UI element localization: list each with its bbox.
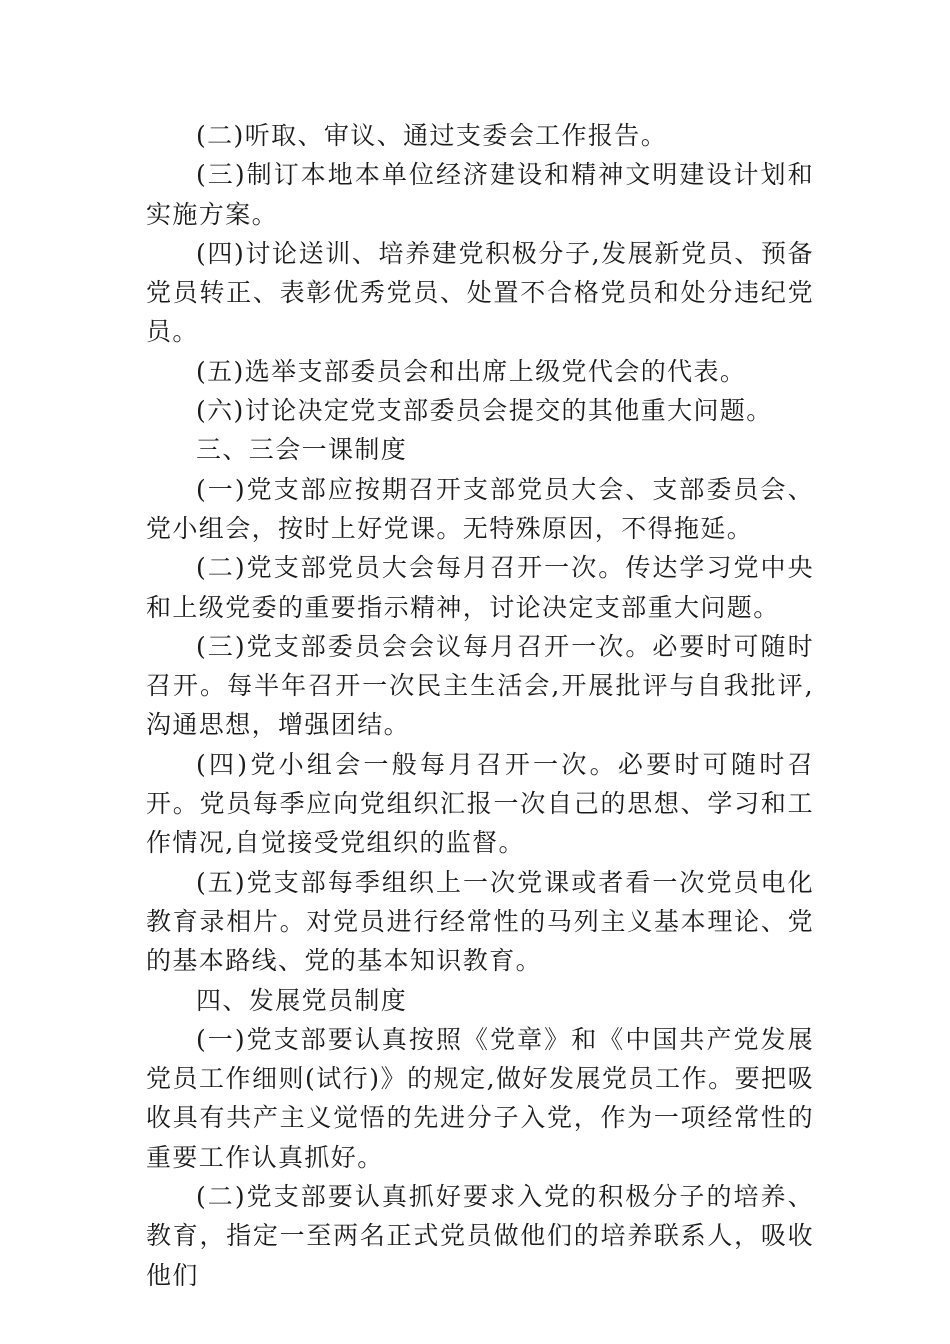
paragraph-2-2: (二)听取、审议、通过支委会工作报告。 [196,121,668,150]
paragraph-3-2: (二)党支部党员大会每月召开一次。传达学习党中央和上级党委的重要指示精神，讨论决定支部重大问题。 [146,553,814,622]
paragraph-3-4: (四)党小组会一般每月召开一次。必要时可随时召开。党员每季应向党组织汇报一次自己的思想、学习和工作情况,自觉接受党组织的监督。 [146,749,814,858]
document-body [146,116,814,1295]
section-heading-4: 四、发展党员制度 [196,985,408,1015]
paragraph-3-1: (一)党支部应按期召开支部党员大会、支部委员会、党小组会，按时上好党课。无特殊原因，不得拖延。 [146,474,814,543]
paragraph-2-3: (三)制订本地本单位经济建设和精神文明建设计划和实施方案。 [146,160,814,229]
paragraph-2-6: (六)讨论决定党支部委员会提交的其他重大问题。 [196,396,773,426]
section-heading-3: 三、三会一课制度 [196,435,408,465]
paragraph-2-5: (五)选举支部委员会和出席上级党代会的代表。 [196,356,747,386]
paragraph-4-1: (一)党支部要认真按照《党章》和《中国共产党发展党员工作细则(试行)》的规定,做好发展党员工作。要把吸收具有共产主义觉悟的先进分子入党，作为一项经常性的重要工作认真抓好。 [146,1024,814,1172]
paragraph-3-3: (三)党支部委员会会议每月召开一次。必要时可随时召开。每半年召开一次民主生活会,开展批评与自我批评,沟通思想，增强团结。 [146,631,814,740]
paragraph-3-5: (五)党支部每季组织上一次党课或者看一次党员电化教育录相片。对党员进行经常性的马列主义基本理论、党的基本路线、党的基本知识教育。 [146,867,814,976]
paragraph-2-4: (四)讨论送训、培养建党积极分子,发展新党员、预备党员转正、表彰优秀党员、处置不合格党员和处分违纪党员。 [146,238,814,347]
paragraph-4-2: (二)党支部要认真抓好要求入党的积极分子的培养、教育，指定一至两名正式党员做他们的培养联系人，吸收他们 [146,1182,814,1290]
